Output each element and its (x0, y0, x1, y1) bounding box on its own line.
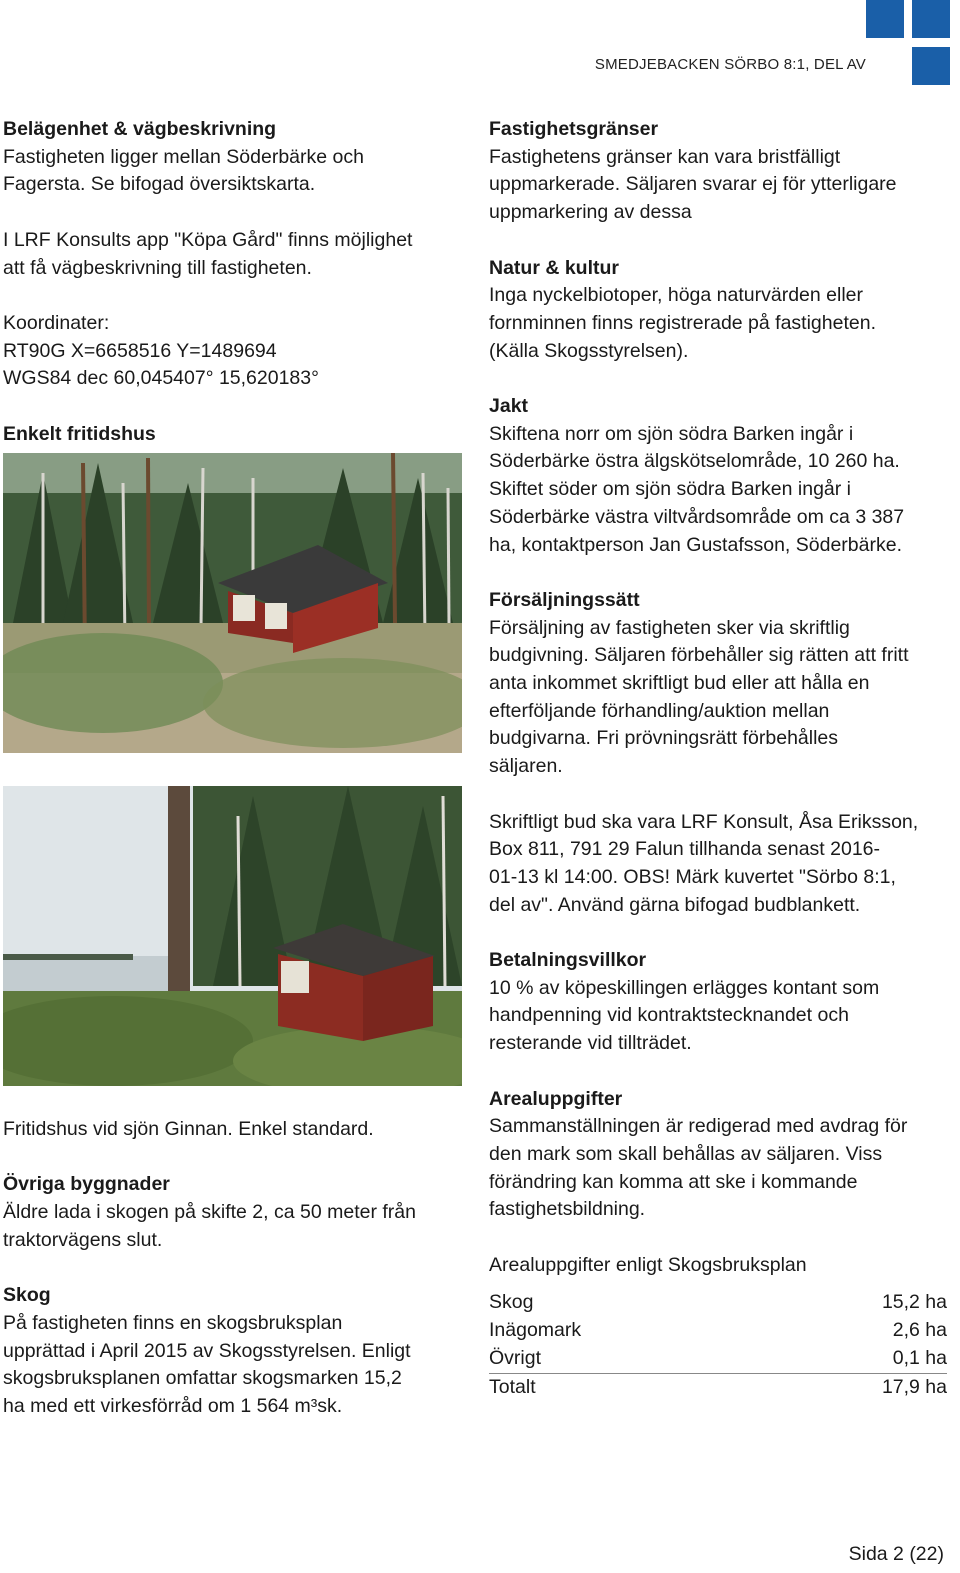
table-row (489, 1345, 947, 1373)
document-title: SMEDJEBACKEN SÖRBO 8:1, DEL AV (594, 56, 866, 73)
bid-text: Box 811, 791 29 Falun tillhanda senast 2016- (489, 838, 880, 861)
area-value: 2,6 ha (892, 1319, 947, 1342)
nature-text: Inga nyckelbiotoper, höga naturvärden eller (489, 284, 864, 307)
area-text: förändring kan komma att ske i kommande (489, 1170, 858, 1193)
forest-heading: Skog (3, 1284, 51, 1307)
nature-heading: Natur & kultur (489, 256, 620, 279)
sale-heading: Försäljningssätt (489, 588, 640, 611)
area-table (489, 1289, 947, 1401)
borders-text: uppmarkering av dessa (489, 201, 692, 224)
table-row-total (489, 1373, 947, 1401)
area-heading: Arealuppgifter (489, 1087, 623, 1110)
other-buildings-heading: Övriga byggnader (3, 1173, 170, 1196)
hunting-text: Skiftet söder om sjön södra Barken ingår i (489, 478, 852, 501)
location-text: Fastigheten ligger mellan Söderbärke och (3, 145, 364, 168)
forest-text: ha med ett virkesförråd om 1 564 m³sk. (3, 1395, 343, 1417)
location-text: Fagersta. Se bifogad översiktskarta. (3, 173, 316, 196)
app-text: att få vägbeskrivning till fastigheten. (3, 256, 312, 279)
hunting-text: Söderbärke östra älgskötselområde, 10 260 ha. (489, 450, 900, 473)
forest-text: skogsbruksplanen omfattar skogsmarken 15,2 (3, 1367, 402, 1390)
bid-text: del av". Använd gärna bifogad budblankett. (489, 893, 861, 916)
hunting-text: ha, kontaktperson Jan Gustafsson, Söderbärke. (489, 533, 902, 556)
location-heading: Belägenhet & vägbeskrivning (3, 118, 277, 140)
bid-text: Skriftligt bud ska vara LRF Konsult, Åsa Eriksson, (489, 810, 919, 833)
area-label: Skog (489, 1291, 534, 1314)
cabin-photo-lake (3, 786, 462, 1086)
borders-text: uppmarkerade. Säljaren svarar ej för ytterligare (489, 173, 897, 196)
forest-text: upprättad i April 2015 av Skogsstyrelsen. Enligt (3, 1339, 411, 1362)
area-label: Inägomark (489, 1319, 582, 1342)
app-text: I LRF Konsults app "Köpa Gård" finns möjlighet (3, 228, 413, 251)
payment-text: handpenning vid kontraktstecknandet och (489, 1004, 849, 1027)
area-table-title: Arealuppgifter enligt Skogsbruksplan (489, 1253, 807, 1276)
area-label: Övrigt (489, 1346, 542, 1369)
borders-heading: Fastighetsgränser (489, 118, 659, 140)
table-row (489, 1289, 947, 1317)
area-text: Sammanställningen är redigerad med avdrag för (489, 1115, 908, 1138)
left-column (3, 116, 465, 448)
left-column-lower (3, 1116, 465, 1421)
sale-text: säljaren. (489, 755, 563, 778)
bid-text: 01-13 kl 14:00. OBS! Märk kuvertet "Sörbo 8:1, (489, 865, 896, 888)
sale-text: budgivning. Säljaren förbehåller sig rätten att fritt (489, 644, 909, 667)
logo (866, 0, 952, 86)
payment-text: 10 % av köpeskillingen erlägges kontant som (489, 976, 880, 999)
area-text: den mark som skall behållas av säljaren. Viss (489, 1142, 883, 1165)
logo-square (912, 47, 950, 85)
sale-text: efterföljande förhandling/auktion mellan (489, 699, 830, 722)
borders-text: Fastighetens gränser kan vara bristfälligt (489, 145, 841, 168)
area-text: fastighetsbildning. (489, 1198, 646, 1221)
right-column (489, 116, 951, 1401)
forest-text: På fastigheten finns en skogsbruksplan (3, 1311, 343, 1334)
table-row (489, 1317, 947, 1345)
page-number: Sida 2 (22) (848, 1543, 944, 1565)
hunting-text: Söderbärke västra viltvårdsområde om ca 3 387 (489, 505, 905, 528)
coords-rt90: RT90G X=6658516 Y=1489694 (3, 339, 277, 362)
sale-text: Försäljning av fastigheten sker via skriftlig (489, 616, 850, 639)
nature-text: fornminnen finns registrerade på fastigheten. (489, 311, 876, 334)
sale-text: anta inkommet skriftligt bud eller att hålla en (489, 672, 870, 695)
payment-heading: Betalningsvillkor (489, 949, 647, 972)
photo-caption: Fritidshus vid sjön Ginnan. Enkel standard. (3, 1118, 374, 1140)
sale-text: budgivarna. Fri prövningsrätt förbehålles (489, 727, 839, 750)
house-heading: Enkelt fritidshus (3, 422, 156, 445)
cabin-photo-forest (3, 453, 462, 753)
logo-square (866, 0, 904, 38)
hunting-text: Skiftena norr om sjön södra Barken ingår i (489, 422, 854, 445)
area-value: 15,2 ha (881, 1291, 947, 1314)
payment-text: resterande vid tillträdet. (489, 1032, 692, 1055)
logo-square (912, 0, 950, 38)
area-total-value: 17,9 ha (757, 1373, 947, 1401)
other-buildings-text: traktorvägens slut. (3, 1228, 163, 1251)
area-value: 0,1 ha (892, 1346, 947, 1369)
coords-wgs84: WGS84 dec 60,045407° 15,620183° (3, 367, 319, 390)
other-buildings-text: Äldre lada i skogen på skifte 2, ca 50 meter från (3, 1201, 416, 1224)
coords-label: Koordinater: (3, 311, 110, 334)
area-total-label: Totalt (489, 1373, 757, 1401)
nature-text: (Källa Skogsstyrelsen). (489, 339, 689, 362)
hunting-heading: Jakt (489, 395, 529, 417)
